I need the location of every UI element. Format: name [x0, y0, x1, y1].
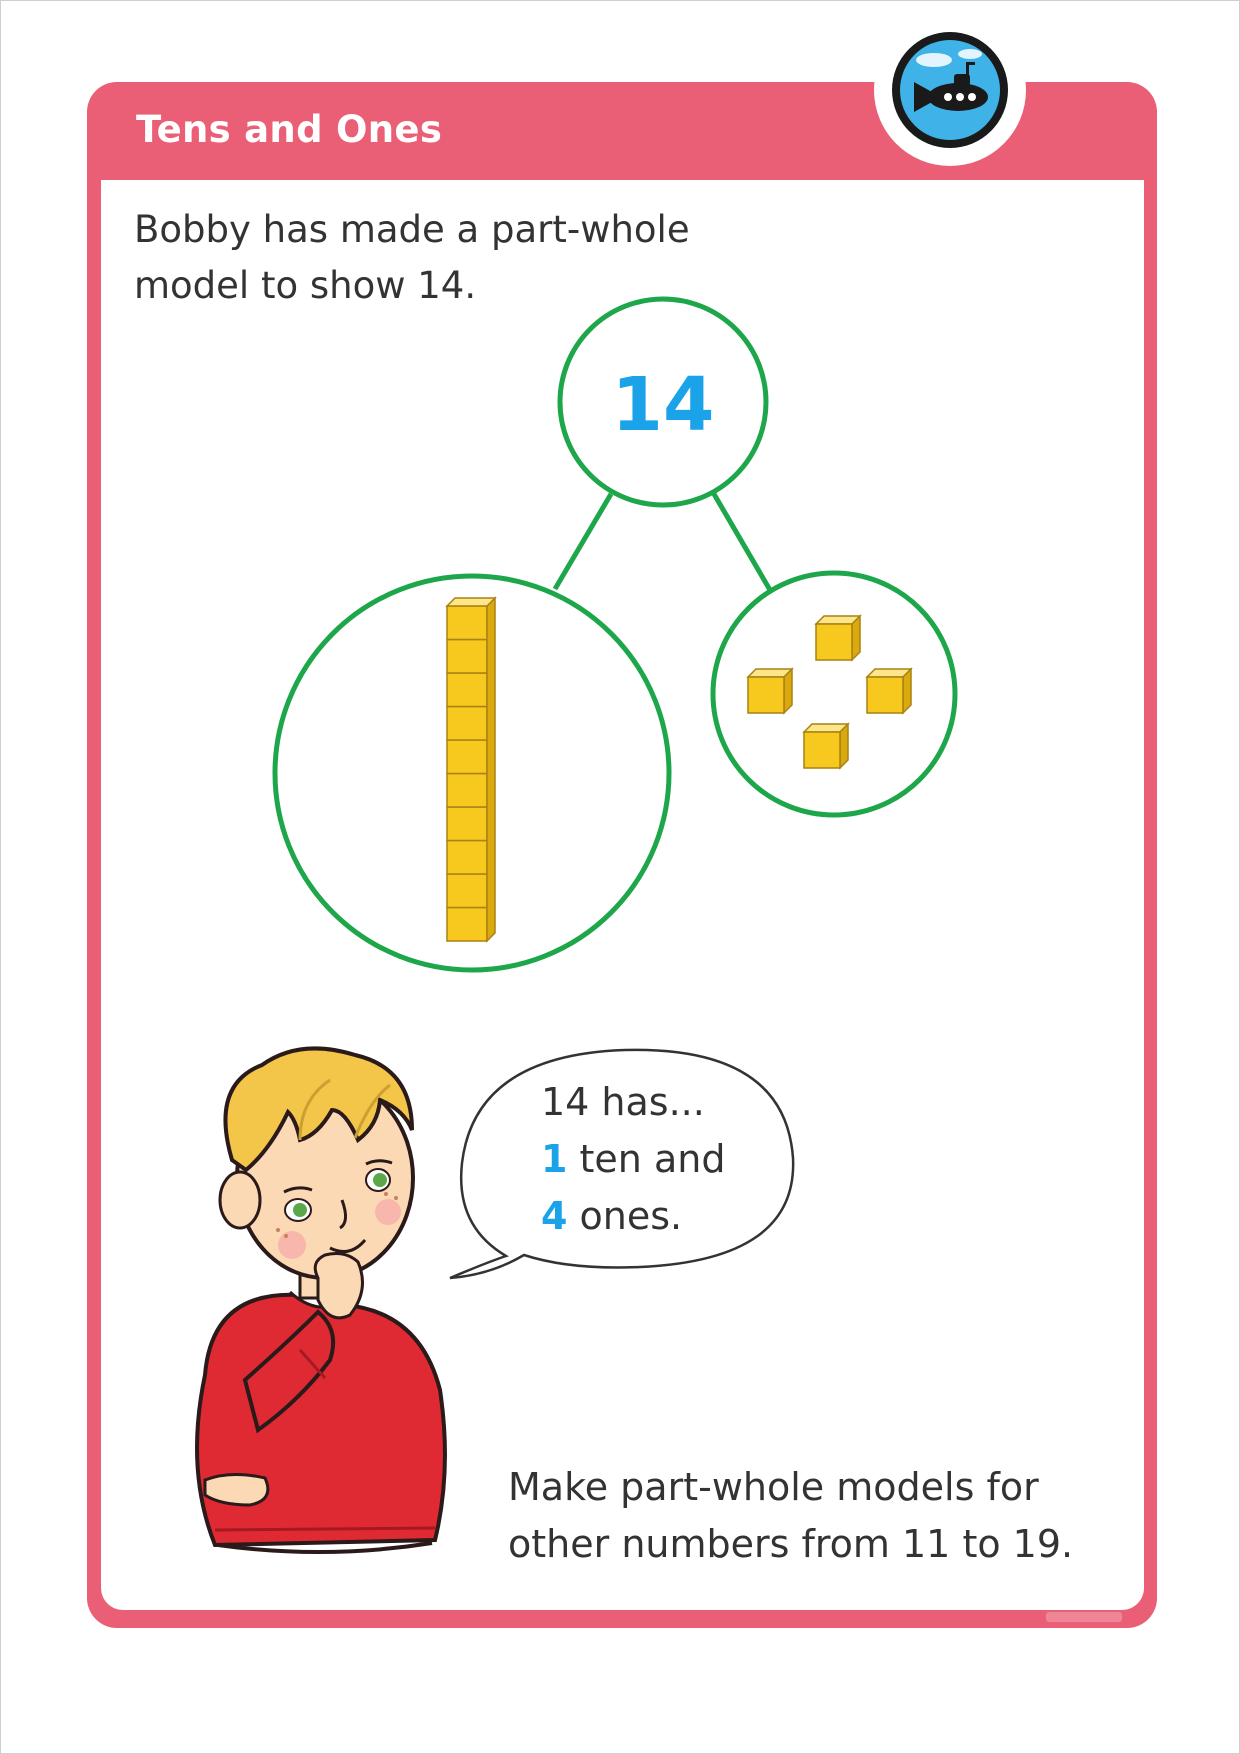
task-text	[508, 1459, 1073, 1573]
intro-line-2: model to show 14.	[134, 264, 477, 307]
task-line-2: other numbers from 11 to 19.	[508, 1522, 1074, 1566]
ones-value: 4	[541, 1194, 568, 1238]
whole-number: 14	[611, 362, 715, 448]
tens-value: 1	[541, 1137, 568, 1181]
speech-line-2: ten and	[567, 1137, 726, 1181]
intro-line-1: Bobby has made a part-whole	[134, 208, 690, 251]
speech-line-3: ones.	[567, 1194, 683, 1238]
speech-line-1: 14 has...	[541, 1080, 705, 1124]
brand-mark	[1046, 1612, 1122, 1622]
card-title: Tens and Ones	[136, 108, 443, 151]
task-line-1: Make part-whole models for	[508, 1465, 1039, 1509]
speech-text	[541, 1074, 725, 1245]
